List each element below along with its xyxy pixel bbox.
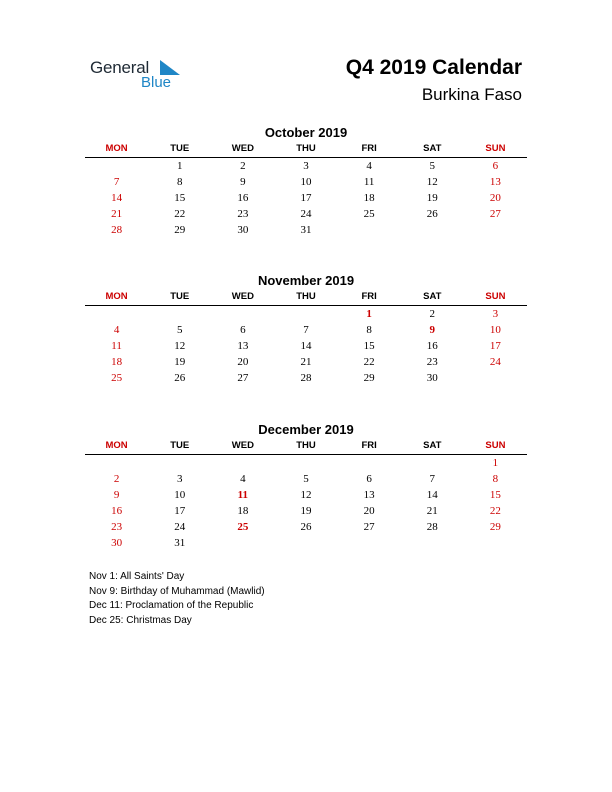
day-cell: 13	[363, 489, 375, 501]
holiday-note: Nov 9: Birthday of Muhammad (Mawlid)	[89, 585, 265, 597]
week-row	[85, 322, 527, 338]
weekday-wed: WED	[231, 440, 254, 451]
day-cell: 27	[363, 521, 375, 533]
week-row	[85, 535, 527, 551]
holiday-notes	[89, 570, 265, 628]
day-cell: 1	[176, 160, 183, 172]
day-cell: 4	[113, 324, 120, 336]
day-cell: 19	[426, 192, 438, 204]
week-row	[85, 503, 527, 519]
holiday-note: Dec 11: Proclamation of the Republic	[89, 600, 254, 611]
day-cell: 28	[426, 521, 438, 533]
day-cell: 11	[237, 489, 249, 501]
day-cell: 2	[429, 308, 436, 320]
weekday-sun: SUN	[485, 143, 506, 154]
week-row	[85, 370, 527, 386]
weekday-sun: SUN	[485, 440, 506, 451]
week-row	[85, 471, 527, 487]
day-cell: 5	[303, 473, 309, 485]
day-cell: 17	[300, 192, 312, 204]
weekday-sat: SAT	[423, 291, 442, 302]
weekday-sat: SAT	[423, 143, 442, 154]
day-cell	[148, 306, 211, 322]
day-cell: 26	[426, 208, 438, 220]
day-cell: 27	[237, 372, 249, 384]
day-cell: 9	[240, 176, 246, 188]
day-cell: 14	[111, 192, 123, 204]
weekday-tue: TUE	[170, 440, 190, 451]
day-cell: 16	[426, 340, 438, 352]
day-cell: 29	[174, 224, 186, 236]
day-cell: 6	[366, 473, 372, 485]
logo-blue-text: Blue	[141, 74, 172, 91]
day-cell: 10	[489, 324, 501, 336]
day-cell: 8	[176, 176, 183, 188]
day-cell: 13	[489, 176, 501, 188]
day-cell: 10	[300, 176, 312, 188]
weekday-fri: FRI	[361, 143, 377, 154]
day-cell: 21	[300, 356, 312, 368]
weekday-fri: FRI	[361, 440, 377, 451]
week-row	[85, 338, 527, 354]
day-cell: 19	[174, 356, 186, 368]
day-cell: 4	[240, 473, 246, 485]
day-cell	[211, 306, 274, 322]
month-october	[85, 124, 527, 238]
day-cell: 23	[426, 356, 438, 368]
day-cell: 10	[174, 489, 186, 501]
week-row	[85, 487, 527, 503]
month-title: December 2019	[258, 422, 354, 437]
day-cell: 9	[429, 324, 436, 336]
day-cell: 22	[174, 208, 186, 220]
holiday-note: Nov 1: All Saints' Day	[89, 571, 185, 582]
day-cell: 18	[111, 356, 123, 368]
day-cell: 23	[237, 208, 249, 220]
day-cell: 15	[363, 340, 375, 352]
day-cell: 2	[240, 160, 246, 172]
day-cell	[211, 535, 274, 551]
day-cell	[464, 535, 527, 551]
day-cell	[274, 306, 337, 322]
day-cell: 29	[489, 521, 501, 533]
day-cell: 8	[366, 324, 372, 336]
weekday-fri: FRI	[361, 291, 377, 302]
day-cell: 25	[363, 208, 375, 220]
day-cell: 30	[426, 372, 438, 384]
day-cell	[464, 222, 527, 238]
day-cell	[274, 535, 337, 551]
week-row	[85, 158, 527, 174]
day-cell: 2	[113, 473, 120, 485]
day-cell: 26	[300, 521, 312, 533]
day-cell: 11	[363, 176, 375, 188]
day-cell: 20	[489, 192, 501, 204]
weekday-mon: MON	[105, 143, 128, 154]
day-cell: 24	[174, 521, 186, 533]
day-cell	[274, 455, 337, 471]
day-cell: 24	[489, 356, 501, 368]
day-cell: 21	[426, 505, 438, 517]
day-cell: 31	[300, 224, 312, 236]
day-cell: 12	[174, 340, 186, 352]
month-title: November 2019	[257, 273, 355, 288]
day-cell: 20	[363, 505, 375, 517]
day-cell	[338, 535, 401, 551]
day-cell: 7	[429, 473, 436, 485]
month-december	[85, 421, 527, 551]
day-cell: 5	[429, 160, 436, 172]
day-cell: 19	[300, 505, 312, 517]
weekday-mon: MON	[105, 291, 128, 302]
day-cell: 12	[300, 489, 312, 501]
weekday-header-row	[85, 142, 527, 158]
day-cell: 22	[489, 505, 501, 517]
weekday-wed: WED	[231, 291, 254, 302]
day-cell: 5	[176, 324, 183, 336]
weekday-thu: THU	[296, 291, 316, 302]
week-row	[85, 190, 527, 206]
day-cell: 31	[174, 537, 186, 549]
day-cell: 7	[303, 324, 309, 336]
day-cell	[401, 535, 464, 551]
day-cell: 18	[363, 192, 375, 204]
week-row	[85, 455, 527, 471]
day-cell: 6	[240, 324, 246, 336]
day-cell: 30	[237, 224, 249, 236]
weekday-sat: SAT	[423, 440, 442, 451]
day-cell	[211, 455, 274, 471]
day-cell: 15	[489, 489, 501, 501]
day-cell: 30	[111, 537, 123, 549]
weekday-sun: SUN	[485, 291, 506, 302]
day-cell: 29	[363, 372, 375, 384]
day-cell: 12	[426, 176, 438, 188]
day-cell: 21	[111, 208, 123, 220]
day-cell: 14	[426, 489, 438, 501]
weekday-tue: TUE	[170, 291, 190, 302]
week-row	[85, 174, 527, 190]
weekday-tue: TUE	[170, 143, 190, 154]
day-cell	[338, 222, 401, 238]
day-cell	[464, 370, 527, 386]
day-cell: 9	[113, 489, 120, 501]
day-cell: 16	[237, 192, 249, 204]
day-cell: 14	[300, 340, 312, 352]
day-cell: 3	[492, 308, 499, 320]
day-cell: 27	[489, 208, 501, 220]
day-cell	[85, 158, 148, 174]
day-cell: 3	[176, 473, 183, 485]
day-cell: 3	[303, 160, 309, 172]
holiday-note: Dec 25: Christmas Day	[89, 614, 192, 626]
day-cell: 1	[492, 457, 499, 469]
day-cell	[85, 455, 148, 471]
day-cell	[401, 222, 464, 238]
day-cell	[401, 455, 464, 471]
day-cell: 26	[174, 372, 186, 384]
week-row	[85, 306, 527, 322]
day-cell: 6	[492, 160, 499, 172]
day-cell: 28	[111, 224, 123, 236]
day-cell: 13	[237, 340, 249, 352]
day-cell: 7	[113, 176, 120, 188]
country-name: Burkina Faso	[421, 85, 522, 104]
day-cell	[148, 455, 211, 471]
month-november	[85, 272, 527, 386]
weekday-thu: THU	[296, 143, 316, 154]
day-cell	[338, 455, 401, 471]
generalblue-logo	[90, 58, 190, 92]
weekday-header-row	[85, 439, 527, 455]
logo-triangle-icon	[160, 60, 180, 75]
logo-general-text: General	[90, 58, 150, 77]
day-cell: 23	[111, 521, 123, 533]
day-cell: 25	[111, 372, 123, 384]
week-row	[85, 222, 527, 238]
day-cell: 1	[366, 308, 372, 320]
day-cell: 17	[489, 340, 501, 352]
day-cell: 11	[111, 340, 122, 352]
week-row	[85, 519, 527, 535]
weekday-thu: THU	[296, 440, 316, 451]
weekday-wed: WED	[231, 143, 254, 154]
day-cell: 25	[237, 521, 249, 533]
day-cell: 4	[366, 160, 372, 172]
day-cell	[85, 306, 148, 322]
day-cell: 15	[174, 192, 186, 204]
day-cell: 8	[492, 473, 499, 485]
day-cell: 18	[237, 505, 249, 517]
month-title: October 2019	[264, 125, 348, 140]
day-cell: 17	[174, 505, 186, 517]
week-row	[85, 206, 527, 222]
day-cell: 16	[111, 505, 123, 517]
day-cell: 20	[237, 356, 249, 368]
day-cell: 28	[300, 372, 312, 384]
day-cell: 22	[363, 356, 375, 368]
weekday-mon: MON	[105, 440, 128, 451]
weekday-header-row	[85, 290, 527, 306]
day-cell: 24	[300, 208, 312, 220]
page-title: Q4 2019 Calendar	[345, 56, 522, 79]
week-row	[85, 354, 527, 370]
